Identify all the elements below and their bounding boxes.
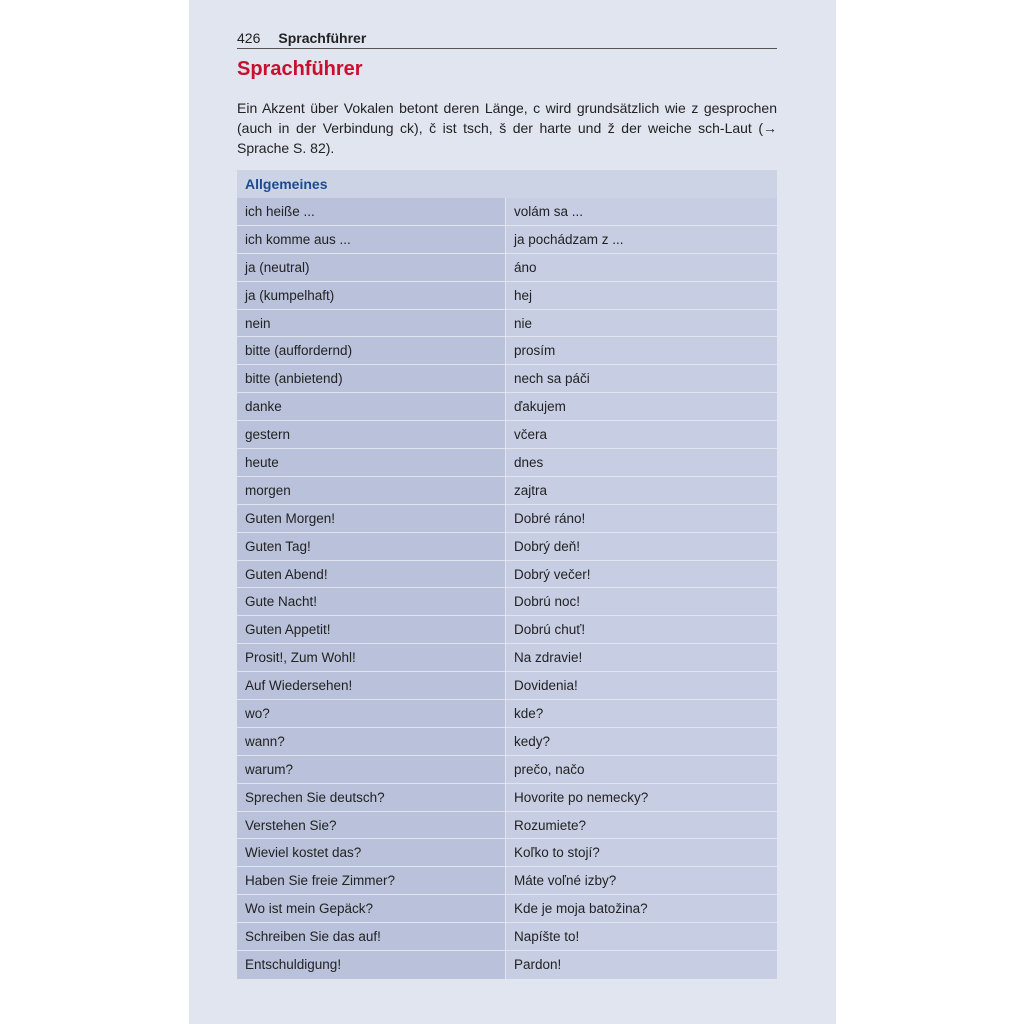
table-row	[237, 923, 777, 951]
german-phrase: Haben Sie freie Zimmer?	[237, 867, 506, 894]
table-row	[237, 700, 777, 728]
table-row	[237, 477, 777, 505]
german-phrase: Wo ist mein Gepäck?	[237, 895, 506, 922]
slovak-phrase: včera	[506, 421, 777, 448]
slovak-phrase: Rozumiete?	[506, 812, 777, 839]
german-phrase: Guten Tag!	[237, 533, 506, 560]
german-phrase: heute	[237, 449, 506, 476]
slovak-phrase: kedy?	[506, 728, 777, 755]
german-phrase: Sprechen Sie deutsch?	[237, 784, 506, 811]
slovak-phrase: prosím	[506, 337, 777, 364]
table-row	[237, 337, 777, 365]
table-row	[237, 533, 777, 561]
german-phrase: gestern	[237, 421, 506, 448]
slovak-phrase: Dovidenia!	[506, 672, 777, 699]
german-phrase: wann?	[237, 728, 506, 755]
running-title: Sprachführer	[278, 30, 367, 46]
table-row	[237, 951, 777, 979]
table-row	[237, 895, 777, 923]
table-row	[237, 588, 777, 616]
german-phrase: Verstehen Sie?	[237, 812, 506, 839]
slovak-phrase: hej	[506, 282, 777, 309]
slovak-phrase: Napíšte to!	[506, 923, 777, 950]
german-phrase: Wieviel kostet das?	[237, 839, 506, 866]
german-phrase: ich komme aus ...	[237, 226, 506, 253]
table-row	[237, 812, 777, 840]
german-phrase: nein	[237, 310, 506, 337]
phrase-table	[237, 170, 777, 979]
german-phrase: ja (kumpelhaft)	[237, 282, 506, 309]
section-header: Allgemeines	[237, 170, 777, 198]
table-row	[237, 282, 777, 310]
slovak-phrase: ďakujem	[506, 393, 777, 420]
german-phrase: Prosit!, Zum Wohl!	[237, 644, 506, 671]
german-phrase: Auf Wiedersehen!	[237, 672, 506, 699]
slovak-phrase: Hovorite po nemecky?	[506, 784, 777, 811]
german-phrase: ja (neutral)	[237, 254, 506, 281]
phrase-rows	[237, 198, 777, 979]
table-row	[237, 672, 777, 700]
slovak-phrase: áno	[506, 254, 777, 281]
slovak-phrase: prečo, načo	[506, 756, 777, 783]
table-row	[237, 839, 777, 867]
slovak-phrase: nech sa páči	[506, 365, 777, 392]
table-row	[237, 226, 777, 254]
table-row	[237, 449, 777, 477]
table-row	[237, 867, 777, 895]
german-phrase: ich heiße ...	[237, 198, 506, 225]
slovak-phrase: Máte voľné izby?	[506, 867, 777, 894]
slovak-phrase: volám sa ...	[506, 198, 777, 225]
page-title: Sprachführer	[237, 58, 363, 80]
german-phrase: bitte (auffordernd)	[237, 337, 506, 364]
slovak-phrase: nie	[506, 310, 777, 337]
book-page	[189, 0, 836, 1024]
german-phrase: morgen	[237, 477, 506, 504]
table-row	[237, 756, 777, 784]
table-row	[237, 421, 777, 449]
table-row	[237, 310, 777, 338]
table-row	[237, 728, 777, 756]
slovak-phrase: kde?	[506, 700, 777, 727]
german-phrase: Guten Appetit!	[237, 616, 506, 643]
table-row	[237, 198, 777, 226]
slovak-phrase: Kde je moja batožina?	[506, 895, 777, 922]
table-row	[237, 616, 777, 644]
german-phrase: Guten Abend!	[237, 561, 506, 588]
intro-paragraph: Ein Akzent über Vokalen betont deren Länge, c wird grundsätzlich wie z gesprochen (auch in der Verbindung ck), č ist tsch, š der harte und ž der weiche sch-Laut (→ Sprache S. 82).	[237, 100, 777, 156]
table-row	[237, 644, 777, 672]
german-phrase: Guten Morgen!	[237, 505, 506, 532]
slovak-phrase: Na zdravie!	[506, 644, 777, 671]
table-row	[237, 561, 777, 589]
table-row	[237, 254, 777, 282]
slovak-phrase: Dobrú chuť!	[506, 616, 777, 643]
german-phrase: Entschuldigung!	[237, 951, 506, 979]
table-row	[237, 505, 777, 533]
slovak-phrase: Koľko to stojí?	[506, 839, 777, 866]
german-phrase: danke	[237, 393, 506, 420]
slovak-phrase: dnes	[506, 449, 777, 476]
table-row	[237, 784, 777, 812]
slovak-phrase: Dobrý večer!	[506, 561, 777, 588]
slovak-phrase: Dobrý deň!	[506, 533, 777, 560]
slovak-phrase: Pardon!	[506, 951, 777, 979]
page-number: 426	[237, 30, 261, 46]
german-phrase: warum?	[237, 756, 506, 783]
german-phrase: wo?	[237, 700, 506, 727]
german-phrase: Schreiben Sie das auf!	[237, 923, 506, 950]
page-header	[237, 30, 777, 49]
table-row	[237, 393, 777, 421]
slovak-phrase: Dobré ráno!	[506, 505, 777, 532]
slovak-phrase: zajtra	[506, 477, 777, 504]
german-phrase: bitte (anbietend)	[237, 365, 506, 392]
german-phrase: Gute Nacht!	[237, 588, 506, 615]
slovak-phrase: Dobrú noc!	[506, 588, 777, 615]
slovak-phrase: ja pochádzam z ...	[506, 226, 777, 253]
table-row	[237, 365, 777, 393]
